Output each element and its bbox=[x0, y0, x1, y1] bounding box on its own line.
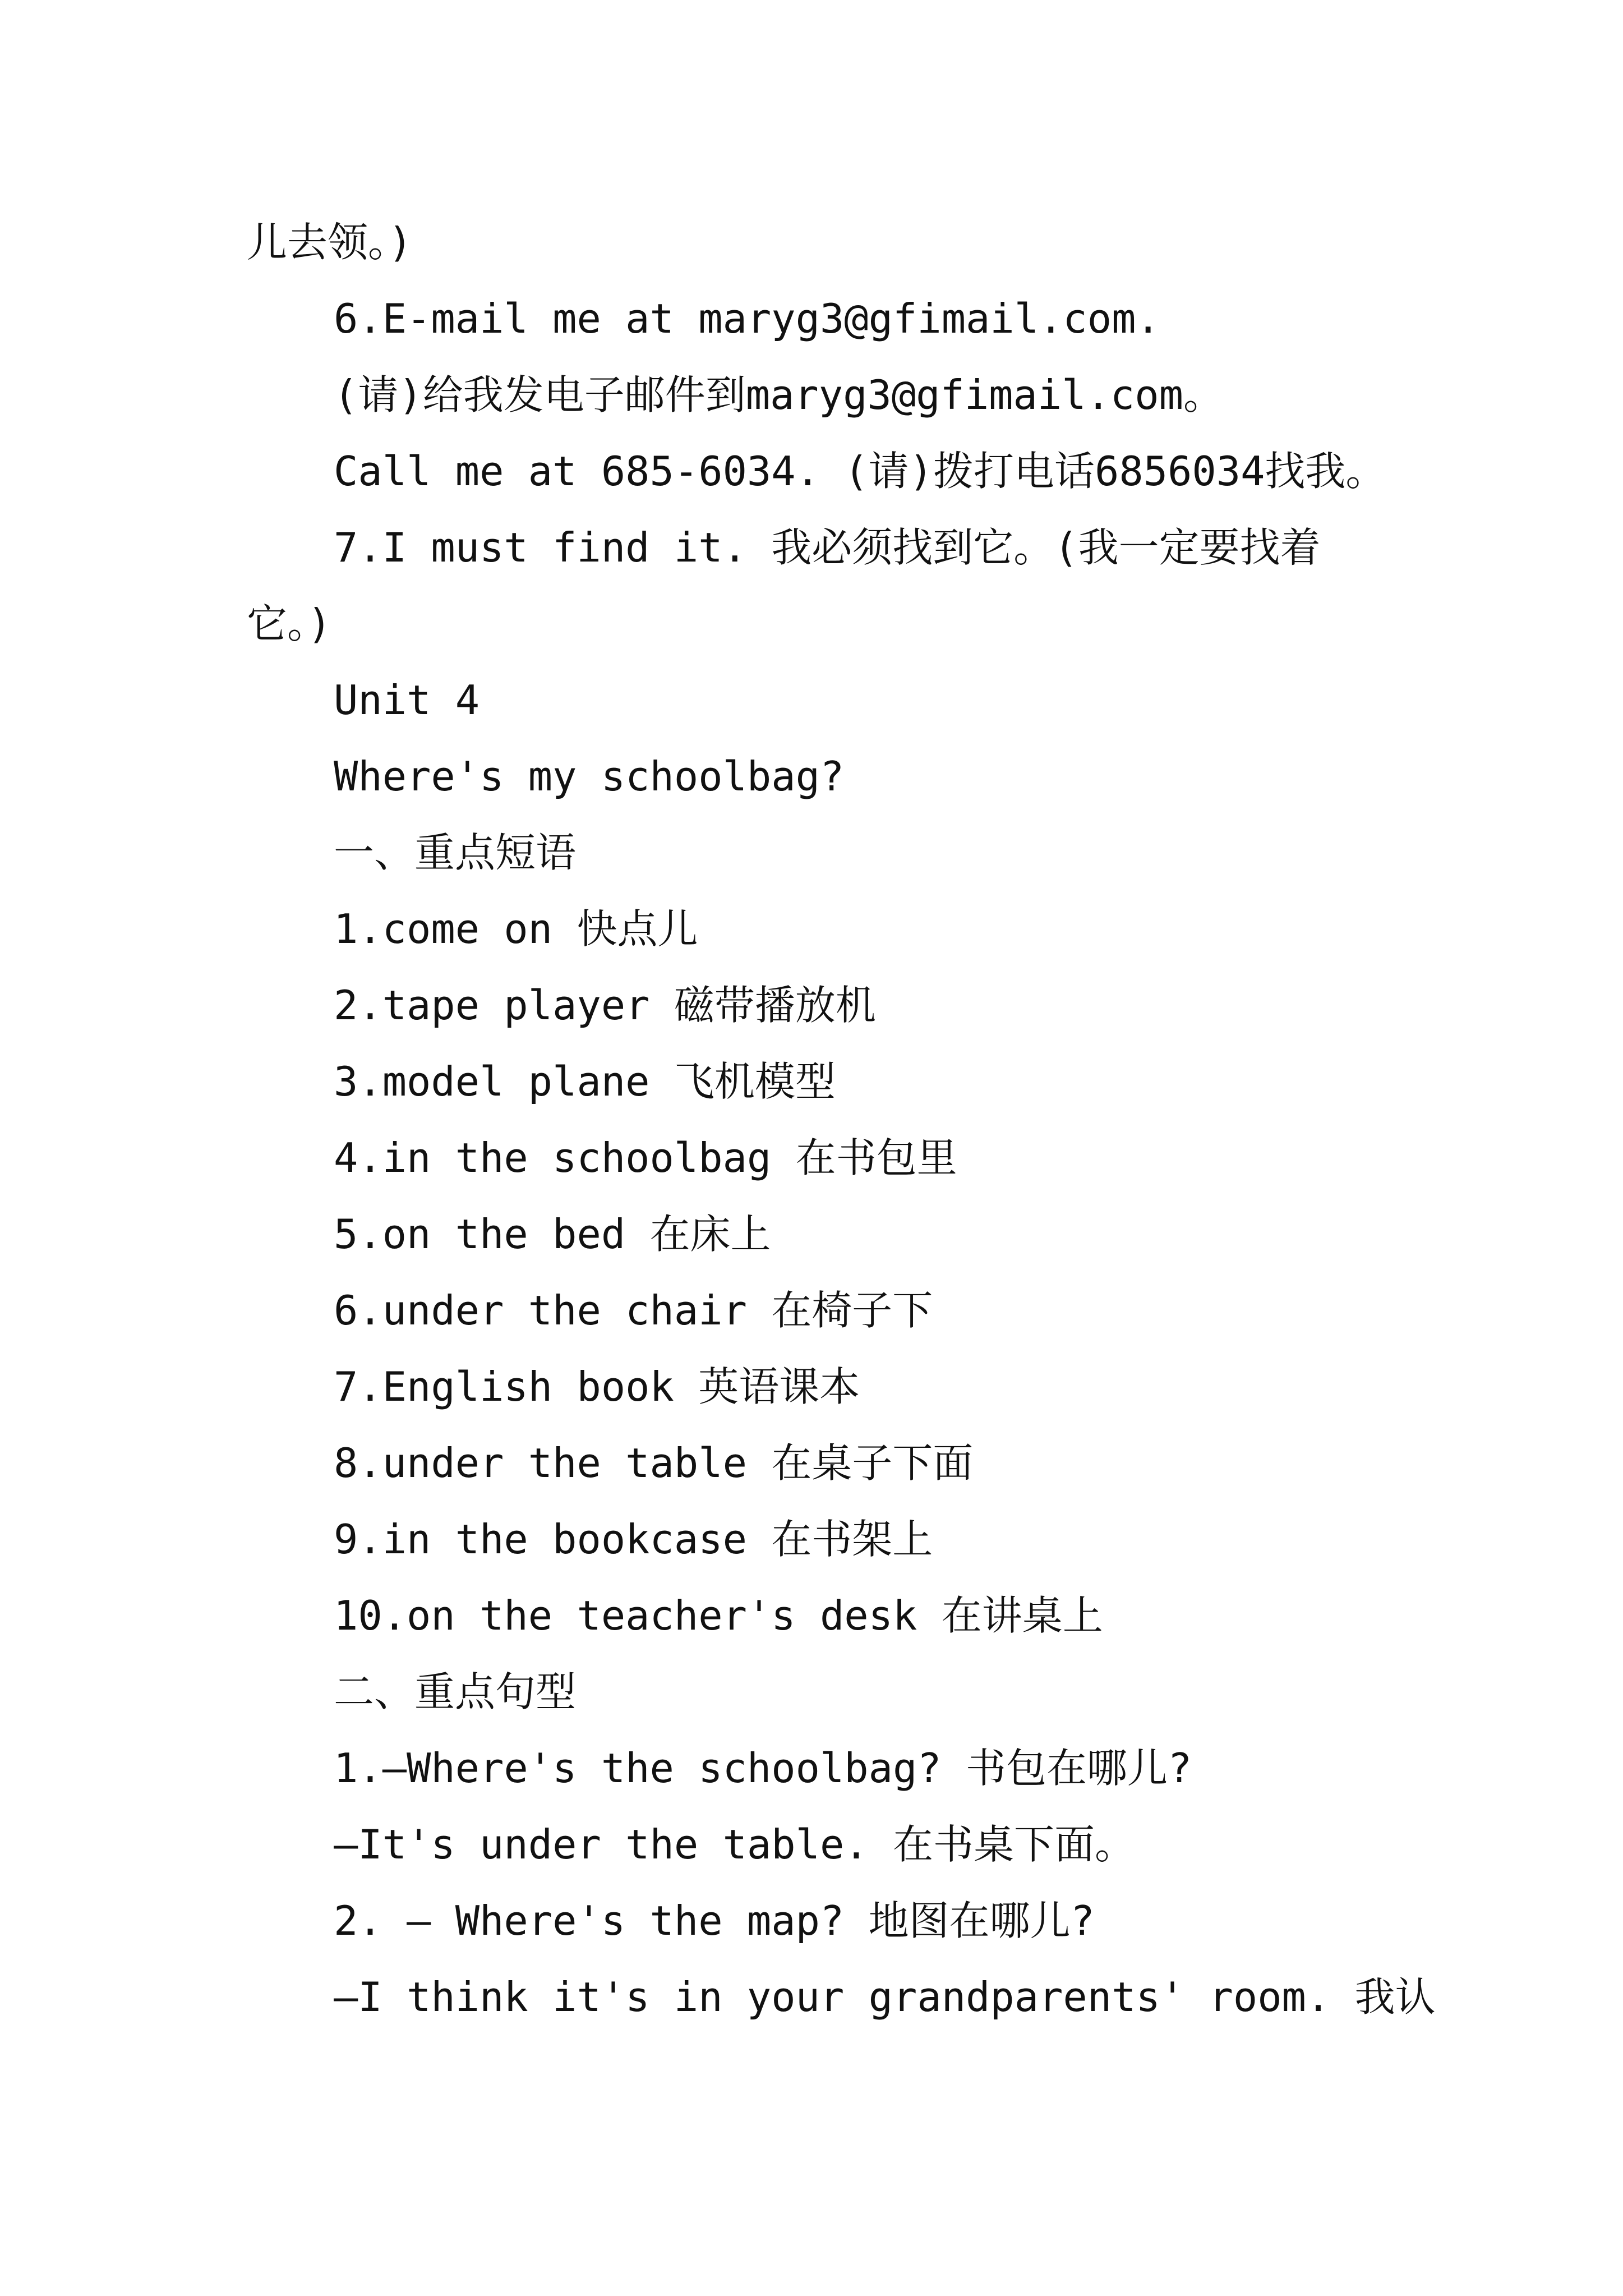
text-line: 6.E-mail me at maryg3@gfimail.com. bbox=[334, 295, 1160, 342]
list-item: 5.on the bed 在床上 bbox=[334, 1211, 771, 1258]
text-line: 2. — Where's the map? 地图在哪儿? bbox=[334, 1897, 1095, 1944]
text-line: —It's under the table. 在书桌下面。 bbox=[334, 1821, 1135, 1868]
text-line: —I think it's in your grandparents' room. 我认 bbox=[334, 1973, 1436, 2021]
section-heading: 二、重点句型 bbox=[334, 1668, 577, 1715]
text-line: 儿去领。) bbox=[247, 219, 413, 266]
list-item: 9.in the bookcase 在书架上 bbox=[334, 1516, 933, 1563]
text-line: 1.—Where's the schoolbag? 书包在哪儿? bbox=[334, 1745, 1192, 1792]
list-item: 3.model plane 飞机模型 bbox=[334, 1058, 836, 1105]
section-heading: 一、重点短语 bbox=[334, 829, 577, 876]
list-item: 7.English book 英语课本 bbox=[334, 1363, 860, 1410]
list-item: 8.under the table 在桌子下面 bbox=[334, 1439, 974, 1487]
text-line: 7.I must find it. 我必须找到它。(我一定要找着 bbox=[334, 524, 1321, 571]
list-item: 1.come on 快点儿 bbox=[334, 905, 698, 953]
unit-title: Where's my schoolbag? bbox=[334, 753, 845, 800]
text-line: Call me at 685-6034. (请)拨打电话6856034找我。 bbox=[334, 448, 1386, 495]
unit-heading: Unit 4 bbox=[334, 677, 480, 724]
text-line: 它。) bbox=[247, 600, 332, 647]
text-line: (请)给我发电子邮件到maryg3@gfimail.com。 bbox=[334, 371, 1224, 418]
list-item: 4.in the schoolbag 在书包里 bbox=[334, 1134, 957, 1181]
list-item: 2.tape player 磁带播放机 bbox=[334, 982, 876, 1029]
list-item: 6.under the chair 在椅子下 bbox=[334, 1287, 933, 1334]
list-item: 10.on the teacher's desk 在讲桌上 bbox=[334, 1592, 1103, 1639]
